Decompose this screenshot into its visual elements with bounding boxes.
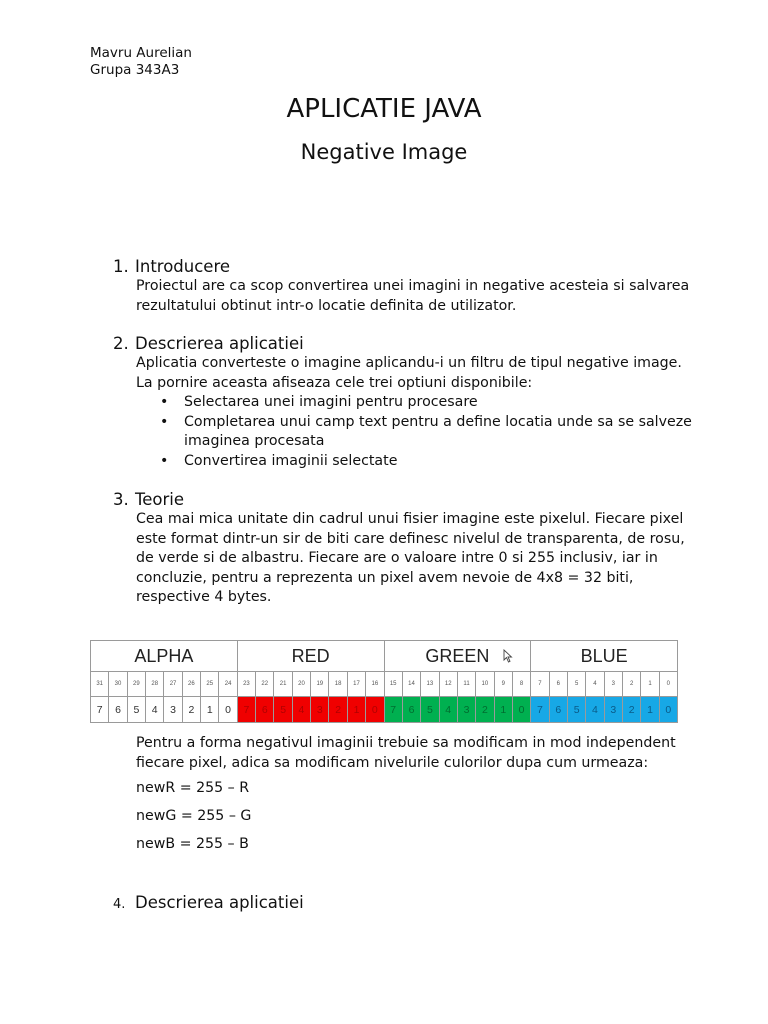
bit-value-cell-alpha: 6	[109, 697, 127, 723]
paragraph: Pentru a forma negativul imaginii trebuie sa modificam in mod independent fiecare pixel, adica sa modificam nivelurile culorilor dupa cum urmeaza:	[136, 735, 676, 771]
bit-value-cell-alpha: 7	[91, 697, 109, 723]
bit-value-cell-green: 2	[476, 697, 494, 723]
bit-value-cell-alpha: 1	[201, 697, 219, 723]
author-group: Grupa 343A3	[90, 62, 180, 78]
bit-value-cell-blue: 5	[567, 697, 585, 723]
list-item: • Convertirea imaginii selectate	[136, 452, 696, 472]
bit-value-cell-green: 0	[512, 697, 530, 723]
formula-blue: newB = 255 – B	[136, 836, 249, 852]
bit-index-cell: 2	[622, 672, 640, 697]
section-body-introducere	[136, 277, 696, 316]
bit-value-cell-red: 6	[256, 697, 274, 723]
bit-value-cell-green: 7	[384, 697, 402, 723]
bit-value-row	[91, 697, 678, 723]
bit-value-cell-green: 1	[494, 697, 512, 723]
bit-value-cell-blue: 7	[531, 697, 549, 723]
bit-index-row	[91, 672, 678, 697]
bit-index-cell: 13	[421, 672, 439, 697]
channel-header-alpha: ALPHA	[91, 641, 238, 672]
bit-index-cell: 22	[256, 672, 274, 697]
bit-index-cell: 0	[659, 672, 677, 697]
bit-value-cell-blue: 3	[604, 697, 622, 723]
bit-index-cell: 5	[567, 672, 585, 697]
section-body-teorie	[136, 510, 696, 608]
bit-value-cell-red: 4	[292, 697, 310, 723]
bit-value-cell-green: 3	[457, 697, 475, 723]
bit-index-cell: 9	[494, 672, 512, 697]
document-subtitle: Negative Image	[300, 140, 468, 164]
bit-index-cell: 16	[366, 672, 384, 697]
section-heading-descrierea-4	[113, 893, 304, 912]
bit-value-cell-blue: 2	[622, 697, 640, 723]
bit-index-cell: 28	[146, 672, 164, 697]
bit-index-cell: 15	[384, 672, 402, 697]
bit-value-cell-red: 3	[311, 697, 329, 723]
section-number: 4.	[113, 897, 126, 912]
bit-index-cell: 26	[182, 672, 200, 697]
bit-value-cell-blue: 0	[659, 697, 677, 723]
channel-header-green: GREEN	[384, 641, 531, 672]
section-body-descrierea	[136, 354, 696, 471]
bit-value-cell-alpha: 4	[146, 697, 164, 723]
bit-index-cell: 14	[402, 672, 420, 697]
bit-index-cell: 12	[439, 672, 457, 697]
bit-value-cell-blue: 6	[549, 697, 567, 723]
section-title: Introducere	[135, 257, 231, 276]
bit-index-cell: 30	[109, 672, 127, 697]
pixel-bit-table	[90, 640, 678, 723]
document-title: APLICATIE JAVA	[286, 94, 482, 124]
bit-value-cell-alpha: 0	[219, 697, 237, 723]
bit-value-cell-red: 5	[274, 697, 292, 723]
bit-value-cell-green: 5	[421, 697, 439, 723]
bit-index-cell: 17	[347, 672, 365, 697]
author-name: Mavru Aurelian	[90, 45, 192, 61]
channel-header-red: RED	[237, 641, 384, 672]
bit-index-cell: 7	[531, 672, 549, 697]
bit-index-cell: 1	[641, 672, 659, 697]
bit-value-cell-blue: 4	[586, 697, 604, 723]
channel-header-blue: BLUE	[531, 641, 678, 672]
bit-index-cell: 29	[127, 672, 145, 697]
author-block	[90, 45, 192, 79]
section-title: Descrierea aplicatiei	[135, 334, 304, 353]
bit-value-cell-alpha: 5	[127, 697, 145, 723]
bit-value-cell-alpha: 2	[182, 697, 200, 723]
bit-index-cell: 8	[512, 672, 530, 697]
list-item: • Completarea unui camp text pentru a define locatia unde sa se salveze imaginea procesata	[136, 413, 696, 452]
bit-index-cell: 27	[164, 672, 182, 697]
bit-index-cell: 4	[586, 672, 604, 697]
section-number: 3.	[113, 490, 129, 509]
bit-index-cell: 11	[457, 672, 475, 697]
section-title: Teorie	[135, 490, 185, 509]
bit-index-cell: 3	[604, 672, 622, 697]
options-list	[136, 393, 696, 471]
paragraph: Cea mai mica unitate din cadrul unui fisier imagine este pixelul. Fiecare pixel este format dintr-un sir de biti care definesc nivelul de transparenta, de rosu, de verde si de albastru. Fiecare are o valoare intre 0 si 255 inclusiv, iar in concluzie, pentru a reprezenta un pixel avem nevoie de 4x8 = 32 biti, respective 4 bytes.	[136, 511, 685, 605]
bit-index-cell: 20	[292, 672, 310, 697]
bit-index-cell: 24	[219, 672, 237, 697]
bit-index-cell: 21	[274, 672, 292, 697]
list-item: • Selectarea unei imagini pentru procesare	[136, 393, 696, 413]
bit-index-cell: 10	[476, 672, 494, 697]
section-heading-introducere	[113, 257, 230, 276]
paragraph: Aplicatia converteste o imagine aplicandu-i un filtru de tipul negative image. La pornire aceasta afiseaza cele trei optiuni disponibile:	[136, 355, 682, 391]
bit-index-cell: 6	[549, 672, 567, 697]
section-title: Descrierea aplicatiei	[135, 893, 304, 912]
section-number: 2.	[113, 334, 129, 353]
bit-index-cell: 19	[311, 672, 329, 697]
paragraph: Proiectul are ca scop convertirea unei imagini in negative acesteia si salvarea rezultatului obtinut intr-o locatie definita de utilizator.	[136, 278, 690, 314]
bit-index-cell: 31	[91, 672, 109, 697]
bit-value-cell-green: 6	[402, 697, 420, 723]
mouse-cursor-icon	[503, 649, 513, 663]
bit-value-cell-red: 2	[329, 697, 347, 723]
section-heading-descrierea	[113, 334, 304, 353]
bit-index-cell: 25	[201, 672, 219, 697]
bit-value-cell-green: 4	[439, 697, 457, 723]
section-number: 1.	[113, 257, 129, 276]
bit-value-cell-alpha: 3	[164, 697, 182, 723]
bit-value-cell-red: 0	[366, 697, 384, 723]
formula-green: newG = 255 – G	[136, 808, 252, 824]
formula-red: newR = 255 – R	[136, 780, 250, 796]
bit-index-cell: 18	[329, 672, 347, 697]
section-heading-teorie	[113, 490, 184, 509]
bit-value-cell-red: 7	[237, 697, 255, 723]
bit-value-cell-red: 1	[347, 697, 365, 723]
negative-explanation	[136, 734, 696, 773]
bit-index-cell: 23	[237, 672, 255, 697]
bit-value-cell-blue: 1	[641, 697, 659, 723]
